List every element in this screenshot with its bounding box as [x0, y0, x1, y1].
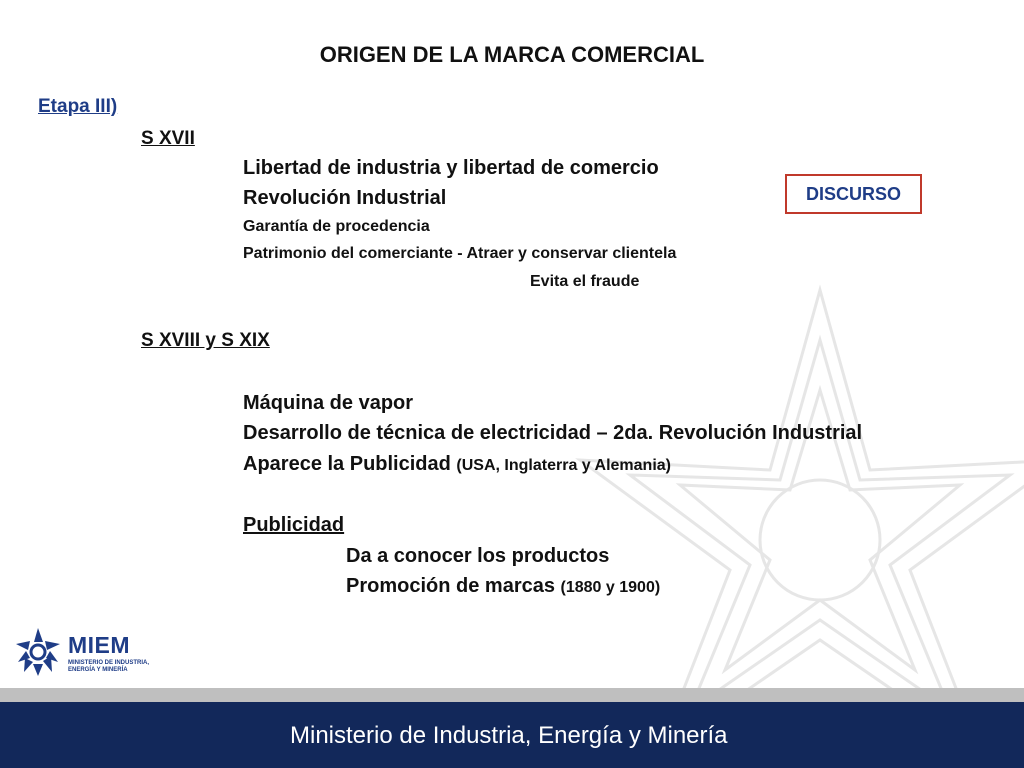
footer-text: Ministerio de Industria, Energía y Minería	[290, 722, 728, 749]
logo-subtitle	[68, 660, 149, 674]
s-xviii-item	[243, 453, 671, 476]
s-xvii-item: Evita el fraude	[530, 273, 640, 290]
s-xvii-item: Libertad de industria y libertad de comercio	[243, 157, 659, 179]
s-xviii-item-main: Aparece la Publicidad	[243, 453, 451, 475]
stage-label: Etapa III)	[38, 96, 118, 117]
publicidad-item-main: Promoción de marcas	[346, 575, 555, 597]
logo-name: MIEM	[68, 632, 131, 658]
s-xviii-item-note: (USA, Inglaterra y Alemania)	[456, 457, 671, 474]
s-xvii-item: Garantía de procedencia	[243, 218, 430, 235]
s-xvii-item: Revolución Industrial	[243, 187, 447, 209]
publicidad-item: Da a conocer los productos	[346, 545, 610, 567]
s-xvii-item: Patrimonio del comerciante - Atraer y conservar clientela	[243, 245, 677, 262]
logo-subtitle-line: MINISTERIO DE INDUSTRIA,	[68, 660, 150, 666]
publicidad-item-note: (1880 y 1900)	[560, 579, 661, 596]
star-icon	[12, 626, 64, 678]
discurso-badge: DISCURSO	[785, 174, 922, 214]
section-heading-s-xvii: S XVII	[141, 128, 195, 149]
footer-divider	[0, 688, 1024, 702]
slide-title: ORIGEN DE LA MARCA COMERCIAL	[319, 42, 705, 67]
publicidad-item	[346, 575, 660, 598]
s-xviii-item: Desarrollo de técnica de electricidad – 2da. Revolución Industrial	[243, 422, 863, 444]
publicidad-heading: Publicidad	[243, 514, 345, 536]
section-heading-s-xviii-xix: S XVIII y S XIX	[141, 330, 270, 351]
logo-subtitle-line: ENERGÍA Y MINERÍA	[68, 667, 128, 673]
footer-bar	[0, 702, 1024, 768]
s-xviii-item: Máquina de vapor	[243, 392, 414, 414]
miem-logo	[12, 626, 152, 680]
